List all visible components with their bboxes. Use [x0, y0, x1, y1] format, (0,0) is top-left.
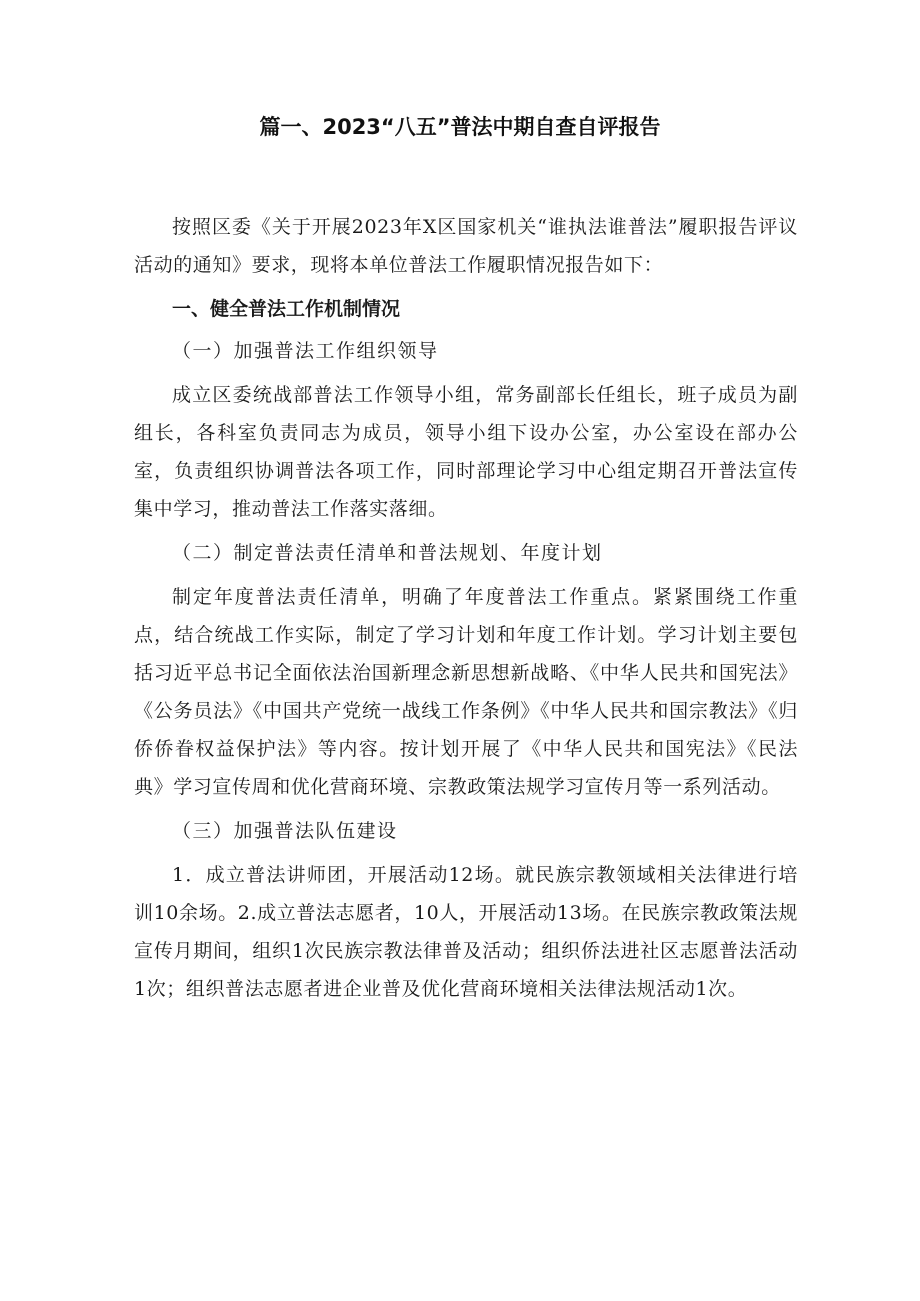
subsection-heading-1: （一）加强普法工作组织领导 [172, 340, 439, 362]
subsection-body-2: 制定年度普法责任清单，明确了年度普法工作重点。紧紧围绕工作重点，结合统战工作实际，制定了学习计划和年度工作计划。学习计划主要包括习近平总书记全面依法治国新理念新思想新战略、《中华人民共和国宪法》《公务员法》《中国共产党统一战线工作条例》《中华人民共和国宗教法》《归侨侨眷权益保护法》等内容。按计划开展了《中华人民共和国宪法》《民法典》学习宣传周和优化营商环境、宗教政策法规学习宣传月等一系列活动。 [134, 586, 798, 798]
section-heading: 一、健全普法工作机制情况 [172, 298, 401, 320]
document-title: 篇一、2023“八五”普法中期自查自评报告 [259, 115, 661, 139]
document-body [134, 208, 798, 1008]
subsection-body-3: 1．成立普法讲师团，开展活动12场。就民族宗教领域相关法律进行培训10余场。2.成立普法志愿者，10人，开展活动13场。在民族宗教政策法规宣传月期间，组织1次民族宗教法律普及活动；组织侨法进社区志愿普法活动1次；组织普法志愿者进企业普及优化营商环境相关法律法规活动1次。 [134, 864, 798, 1000]
subsection-heading-3: （三）加强普法队伍建设 [172, 820, 398, 842]
subsection-body-1: 成立区委统战部普法工作领导小组，常务副部长任组长，班子成员为副组长，各科室负责同志为成员，领导小组下设办公室，办公室设在部办公室，负责组织协调普法各项工作，同时部理论学习中心组定期召开普法宣传集中学习，推动普法工作落实落细。 [134, 384, 798, 520]
subsection-heading-2: （二）制定普法责任清单和普法规划、年度计划 [172, 542, 603, 564]
intro-paragraph: 按照区委《关于开展2023年X区国家机关“谁执法谁普法”履职报告评议活动的通知》要求，现将本单位普法工作履职情况报告如下： [134, 216, 798, 276]
